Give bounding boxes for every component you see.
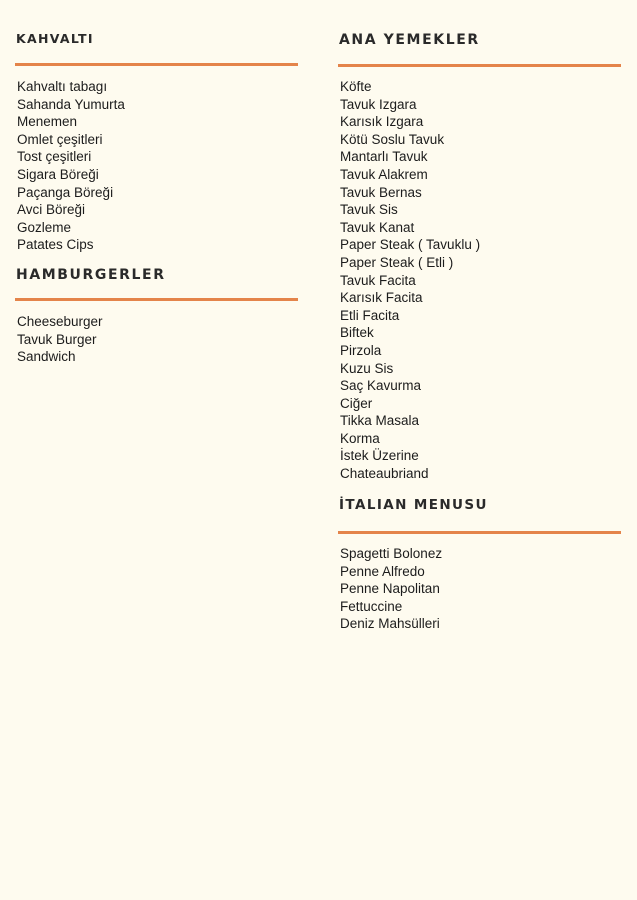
divider-italian-menusu (338, 531, 621, 534)
menu-item: Deniz Mahsülleri (340, 616, 440, 632)
menu-item: İstek Üzerine (340, 448, 419, 464)
section-title-ana-yemekler: ANA YEMEKLER (339, 32, 480, 48)
divider-ana-yemekler (338, 64, 621, 67)
menu-item: Sahanda Yumurta (17, 96, 125, 112)
menu-item: Paçanga Böreği (17, 184, 114, 200)
menu-item: Korma (340, 430, 380, 446)
menu-item: Kuzu Sis (340, 360, 394, 376)
menu-item: Tavuk Kanat (340, 219, 415, 235)
menu-item: Sandwich (17, 349, 76, 365)
menu-item: Patates Cips (17, 237, 94, 253)
menu-item: Kahvaltı tabagı (17, 79, 108, 94)
menu-item: Karısık Facita (340, 290, 423, 306)
menu-item: Penne Alfredo (340, 563, 425, 579)
menu-list-hamburgerler (17, 313, 103, 366)
menu-list-kahvalti (17, 78, 125, 254)
menu-item: Fettuccine (340, 598, 403, 614)
section-title-hamburgerler: HAMBURGERLER (16, 267, 166, 283)
menu-item: Karısık Izgara (340, 114, 424, 130)
menu-item: Ciğer (340, 395, 373, 411)
menu-item: Pirzola (340, 342, 382, 358)
menu-item: Tost çeşitleri (17, 149, 92, 165)
menu-item: Tavuk Alakrem (340, 166, 428, 182)
menu-item: Kötü Soslu Tavuk (340, 131, 445, 147)
menu-list-italian-menusu (340, 545, 442, 633)
menu-item: Penne Napolitan (340, 581, 440, 597)
divider-hamburgerler (15, 298, 298, 301)
menu-item: Saç Kavurma (340, 378, 422, 394)
menu-item: Tikka Masala (340, 413, 420, 429)
menu-item: Avci Böreği (17, 202, 86, 218)
menu-item: Tavuk Burger (17, 331, 97, 347)
section-title-kahvalti: KAHVALTI (16, 31, 94, 46)
divider-kahvalti (15, 63, 298, 66)
section-title-italian-menusu: İTALIAN MENUSU (339, 497, 488, 513)
menu-item: Etli Facita (340, 307, 400, 323)
menu-item: Omlet çeşitleri (17, 131, 103, 147)
menu-item: Tavuk Facita (340, 272, 416, 288)
menu-item: Tavuk Izgara (340, 96, 417, 112)
menu-item: Paper Steak ( Etli ) (340, 254, 454, 270)
menu-item: Cheeseburger (17, 314, 103, 329)
menu-item: Gozleme (17, 219, 72, 235)
menu-item: Paper Steak ( Tavuklu ) (340, 237, 481, 253)
menu-item: Spagetti Bolonez (340, 546, 443, 561)
menu-item: Chateaubriand (340, 466, 429, 482)
menu-item: Köfte (340, 79, 372, 94)
menu-item: Tavuk Sis (340, 202, 398, 218)
menu-item: Mantarlı Tavuk (340, 149, 428, 165)
menu-item: Tavuk Bernas (340, 184, 422, 200)
menu-item: Biftek (340, 325, 374, 341)
menu-item: Menemen (17, 114, 78, 130)
menu-list-ana-yemekler (340, 78, 480, 483)
menu-item: Sigara Böreği (17, 166, 99, 182)
